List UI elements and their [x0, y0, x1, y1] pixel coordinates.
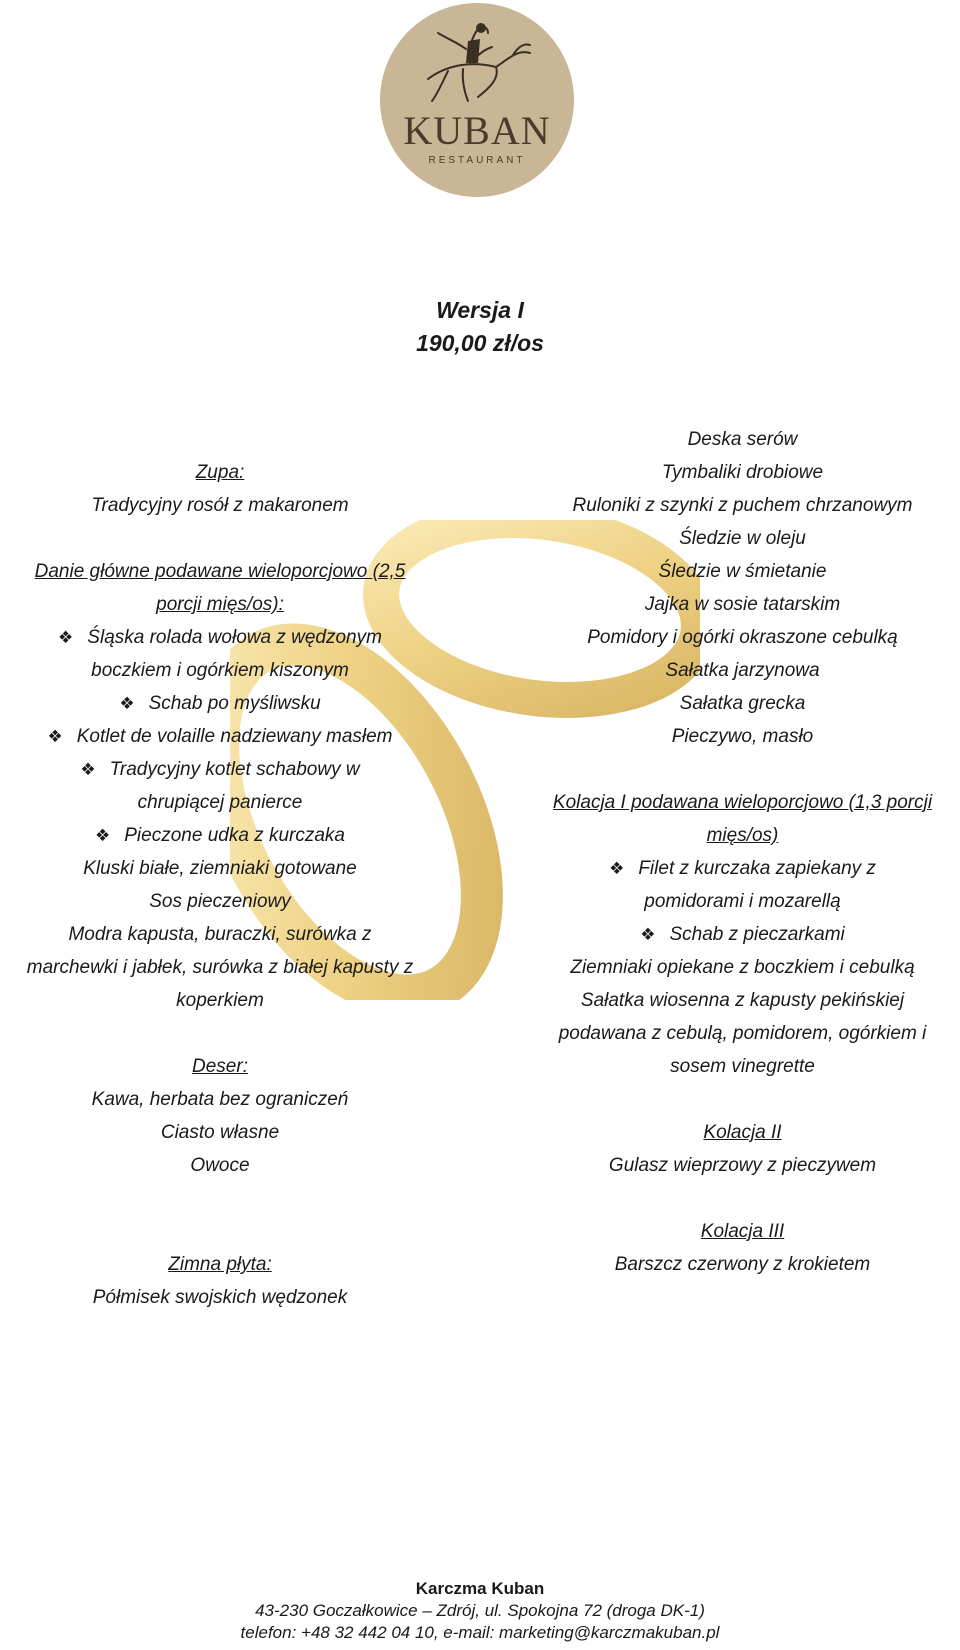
logo-brand-text: KUBAN	[403, 108, 551, 153]
dessert-item-3: Owoce	[190, 1155, 250, 1176]
footer-contact: telefon: +48 32 442 04 10, e-mail: marketing@karczmakuban.pl	[240, 1623, 720, 1642]
supper-1-sides-line-3: podawana z cebulą, pomidorem, ogórkiem i	[558, 1023, 927, 1044]
cold-item-6: Jajka w sosie tatarskim	[644, 594, 841, 615]
cold-item-4: Śledzie w oleju	[679, 528, 806, 549]
supper-1-dish-2: ❖ Schab z pieczarkami	[640, 924, 845, 945]
cold-item-5: Śledzie w śmietanie	[658, 561, 827, 582]
supper-1-sides-line-1: Ziemniaki opiekane z boczkiem i cebulką	[570, 957, 915, 978]
diamond-bullet-icon: ❖	[80, 760, 96, 779]
dessert-item-2: Ciasto własne	[160, 1122, 280, 1143]
supper-3-item: Barszcz czerwony z krokietem	[614, 1254, 871, 1275]
diamond-bullet-icon: ❖	[47, 727, 63, 746]
footer-address: 43-230 Goczałkowice – Zdrój, ul. Spokojna 72 (droga DK-1)	[255, 1601, 705, 1620]
footer	[0, 1578, 960, 1644]
supper-1-sides-line-2: Sałatka wiosenna z kapusty pekińskiej	[580, 990, 905, 1011]
sides-line-4: marchewki i jabłek, surówka z białej kapusty z	[26, 957, 414, 978]
main-dish-2: ❖ Schab po myśliwsku	[119, 693, 321, 714]
diamond-bullet-icon: ❖	[609, 859, 625, 878]
supper-1-heading-line-2: mięs/os)	[706, 825, 779, 846]
diamond-bullet-icon: ❖	[58, 628, 74, 647]
main-dish-4-line-1: ❖ Tradycyjny kotlet schabowy w	[80, 759, 360, 780]
dessert-heading: Deser:	[192, 1056, 248, 1077]
main-dish-3: ❖ Kotlet de volaille nadziewany masłem	[47, 726, 393, 747]
cold-item-3: Ruloniki z szynki z puchem chrzanowym	[572, 495, 913, 516]
sides-line-1: Kluski białe, ziemniaki gotowane	[83, 858, 357, 879]
main-course-heading-line-1: Danie główne podawane wieloporcjowo (2,5	[34, 561, 406, 582]
cold-item-2: Tymbaliki drobiowe	[661, 462, 824, 483]
logo-sub-text: RESTAURANT	[428, 155, 526, 166]
supper-1-heading-line-1: Kolacja I podawana wieloporcjowo (1,3 porcji	[552, 792, 933, 813]
footer-business-name: Karczma Kuban	[415, 1579, 545, 1598]
main-dish-4-line-2: chrupiącej panierce	[137, 792, 303, 813]
cold-plate-item: Półmisek swojskich wędzonek	[92, 1287, 348, 1308]
horse-rider-icon	[418, 19, 536, 105]
right-menu-column	[525, 423, 960, 1281]
dessert-item-1: Kawa, herbata bez ograniczeń	[91, 1089, 349, 1110]
cold-item-7: Pomidory i ogórki okraszone cebulką	[587, 627, 898, 648]
supper-1-dish-1-line-1: ❖ Filet z kurczaka zapiekany z	[609, 858, 876, 879]
supper-2-heading: Kolacja II	[703, 1122, 782, 1143]
main-dish-1-line-1: ❖ Śląska rolada wołowa z wędzonym	[58, 627, 382, 648]
cold-item-1: Deska serów	[687, 429, 798, 450]
diamond-bullet-icon: ❖	[119, 694, 135, 713]
sides-line-3: Modra kapusta, buraczki, surówka z	[68, 924, 372, 945]
sides-line-2: Sos pieczeniowy	[149, 891, 291, 912]
main-dish-5: ❖ Pieczone udka z kurczaka	[95, 825, 345, 846]
menu-price: 190,00 zł/os	[416, 330, 544, 356]
menu-header	[0, 294, 960, 360]
cold-item-10: Pieczywo, masło	[671, 726, 814, 747]
restaurant-logo	[380, 3, 574, 197]
diamond-bullet-icon: ❖	[640, 925, 656, 944]
cold-item-8: Sałatka jarzynowa	[665, 660, 820, 681]
supper-1-sides-line-4: sosem vinegrette	[670, 1056, 815, 1077]
menu-version-title: Wersja I	[436, 297, 524, 323]
cold-item-9: Sałatka grecka	[679, 693, 806, 714]
soup-item: Tradycyjny rosół z makaronem	[91, 495, 349, 516]
left-menu-column	[0, 456, 440, 1314]
supper-2-item: Gulasz wieprzowy z pieczywem	[608, 1155, 877, 1176]
supper-1-dish-1-line-2: pomidorami i mozarellą	[644, 891, 841, 912]
supper-3-heading: Kolacja III	[700, 1221, 785, 1242]
main-dish-1-line-2: boczkiem i ogórkiem kiszonym	[91, 660, 349, 681]
main-course-heading-line-2: porcji mięs/os):	[156, 594, 284, 615]
cold-plate-heading: Zimna płyta:	[168, 1254, 272, 1275]
diamond-bullet-icon: ❖	[95, 826, 111, 845]
sides-line-5: koperkiem	[176, 990, 264, 1011]
soup-heading: Zupa:	[195, 462, 245, 483]
